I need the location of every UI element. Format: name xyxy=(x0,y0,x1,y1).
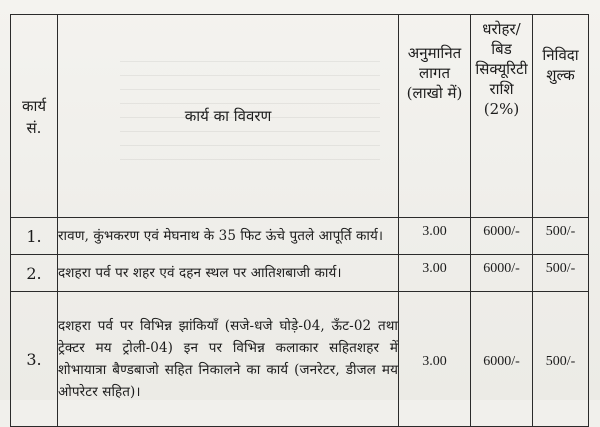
row-description: रावण, कुंभकरण एवं मेघनाथ के 35 फिट ऊंचे पुतले आपूर्ति कार्य। xyxy=(58,218,399,255)
row-description: दशहरा पर्व पर शहर एवं दहन स्थल पर आतिशबाजी कार्य। xyxy=(58,255,399,292)
header-fee-line-2: शुल्क xyxy=(546,66,575,84)
header-emd-line-2: बिड xyxy=(491,40,512,58)
header-serial-line-2: सं. xyxy=(26,119,42,137)
header-serial xyxy=(11,15,58,218)
row-fee: 500/- xyxy=(533,218,589,255)
header-emd xyxy=(471,15,533,218)
row-emd: 6000/- xyxy=(471,255,533,292)
header-emd-line-1: धरोहर/ xyxy=(482,20,521,38)
header-emd-line-4: राशि xyxy=(489,80,514,98)
row-cost: 3.00 xyxy=(399,292,471,427)
header-cost-line-3: (लाखो में) xyxy=(406,84,463,102)
row-serial: 1. xyxy=(11,218,58,255)
header-fee-line-1: निविदा xyxy=(542,46,579,64)
row-cost: 3.00 xyxy=(399,255,471,292)
header-description: कार्य का विवरण xyxy=(58,15,399,218)
row-serial: 3. xyxy=(11,292,58,427)
header-cost-line-2: लागत xyxy=(418,64,451,82)
table-header-row xyxy=(11,15,589,218)
header-estimated-cost xyxy=(399,15,471,218)
row-description: दशहरा पर्व पर विभिन्न झांकियाँ (सजे-धजे घोड़े-04, ऊँट-02 तथा ट्रेक्टर मय ट्रोली-04) इन पर विभिन्न कलाकार सहितशहर में शोभायात्रा बैण्डबाजो सहित निकालने का कार्य (जनरेटर, डीजल मय ओपरेटर सहित)। xyxy=(58,292,399,427)
table-row xyxy=(11,292,589,427)
header-emd-line-5: (2%) xyxy=(483,100,520,118)
row-serial: 2. xyxy=(11,255,58,292)
row-fee: 500/- xyxy=(533,292,589,427)
row-emd: 6000/- xyxy=(471,218,533,255)
row-cost: 3.00 xyxy=(399,218,471,255)
row-fee: 500/- xyxy=(533,255,589,292)
header-serial-line-1: कार्य xyxy=(21,97,47,115)
header-emd-line-3: सिक्यूरिटी xyxy=(475,60,528,78)
header-cost-line-1: अनुमानित xyxy=(407,44,462,62)
table-row xyxy=(11,218,589,255)
table-row xyxy=(11,255,589,292)
tender-table xyxy=(10,14,589,427)
row-emd: 6000/- xyxy=(471,292,533,427)
header-fee xyxy=(533,15,589,218)
